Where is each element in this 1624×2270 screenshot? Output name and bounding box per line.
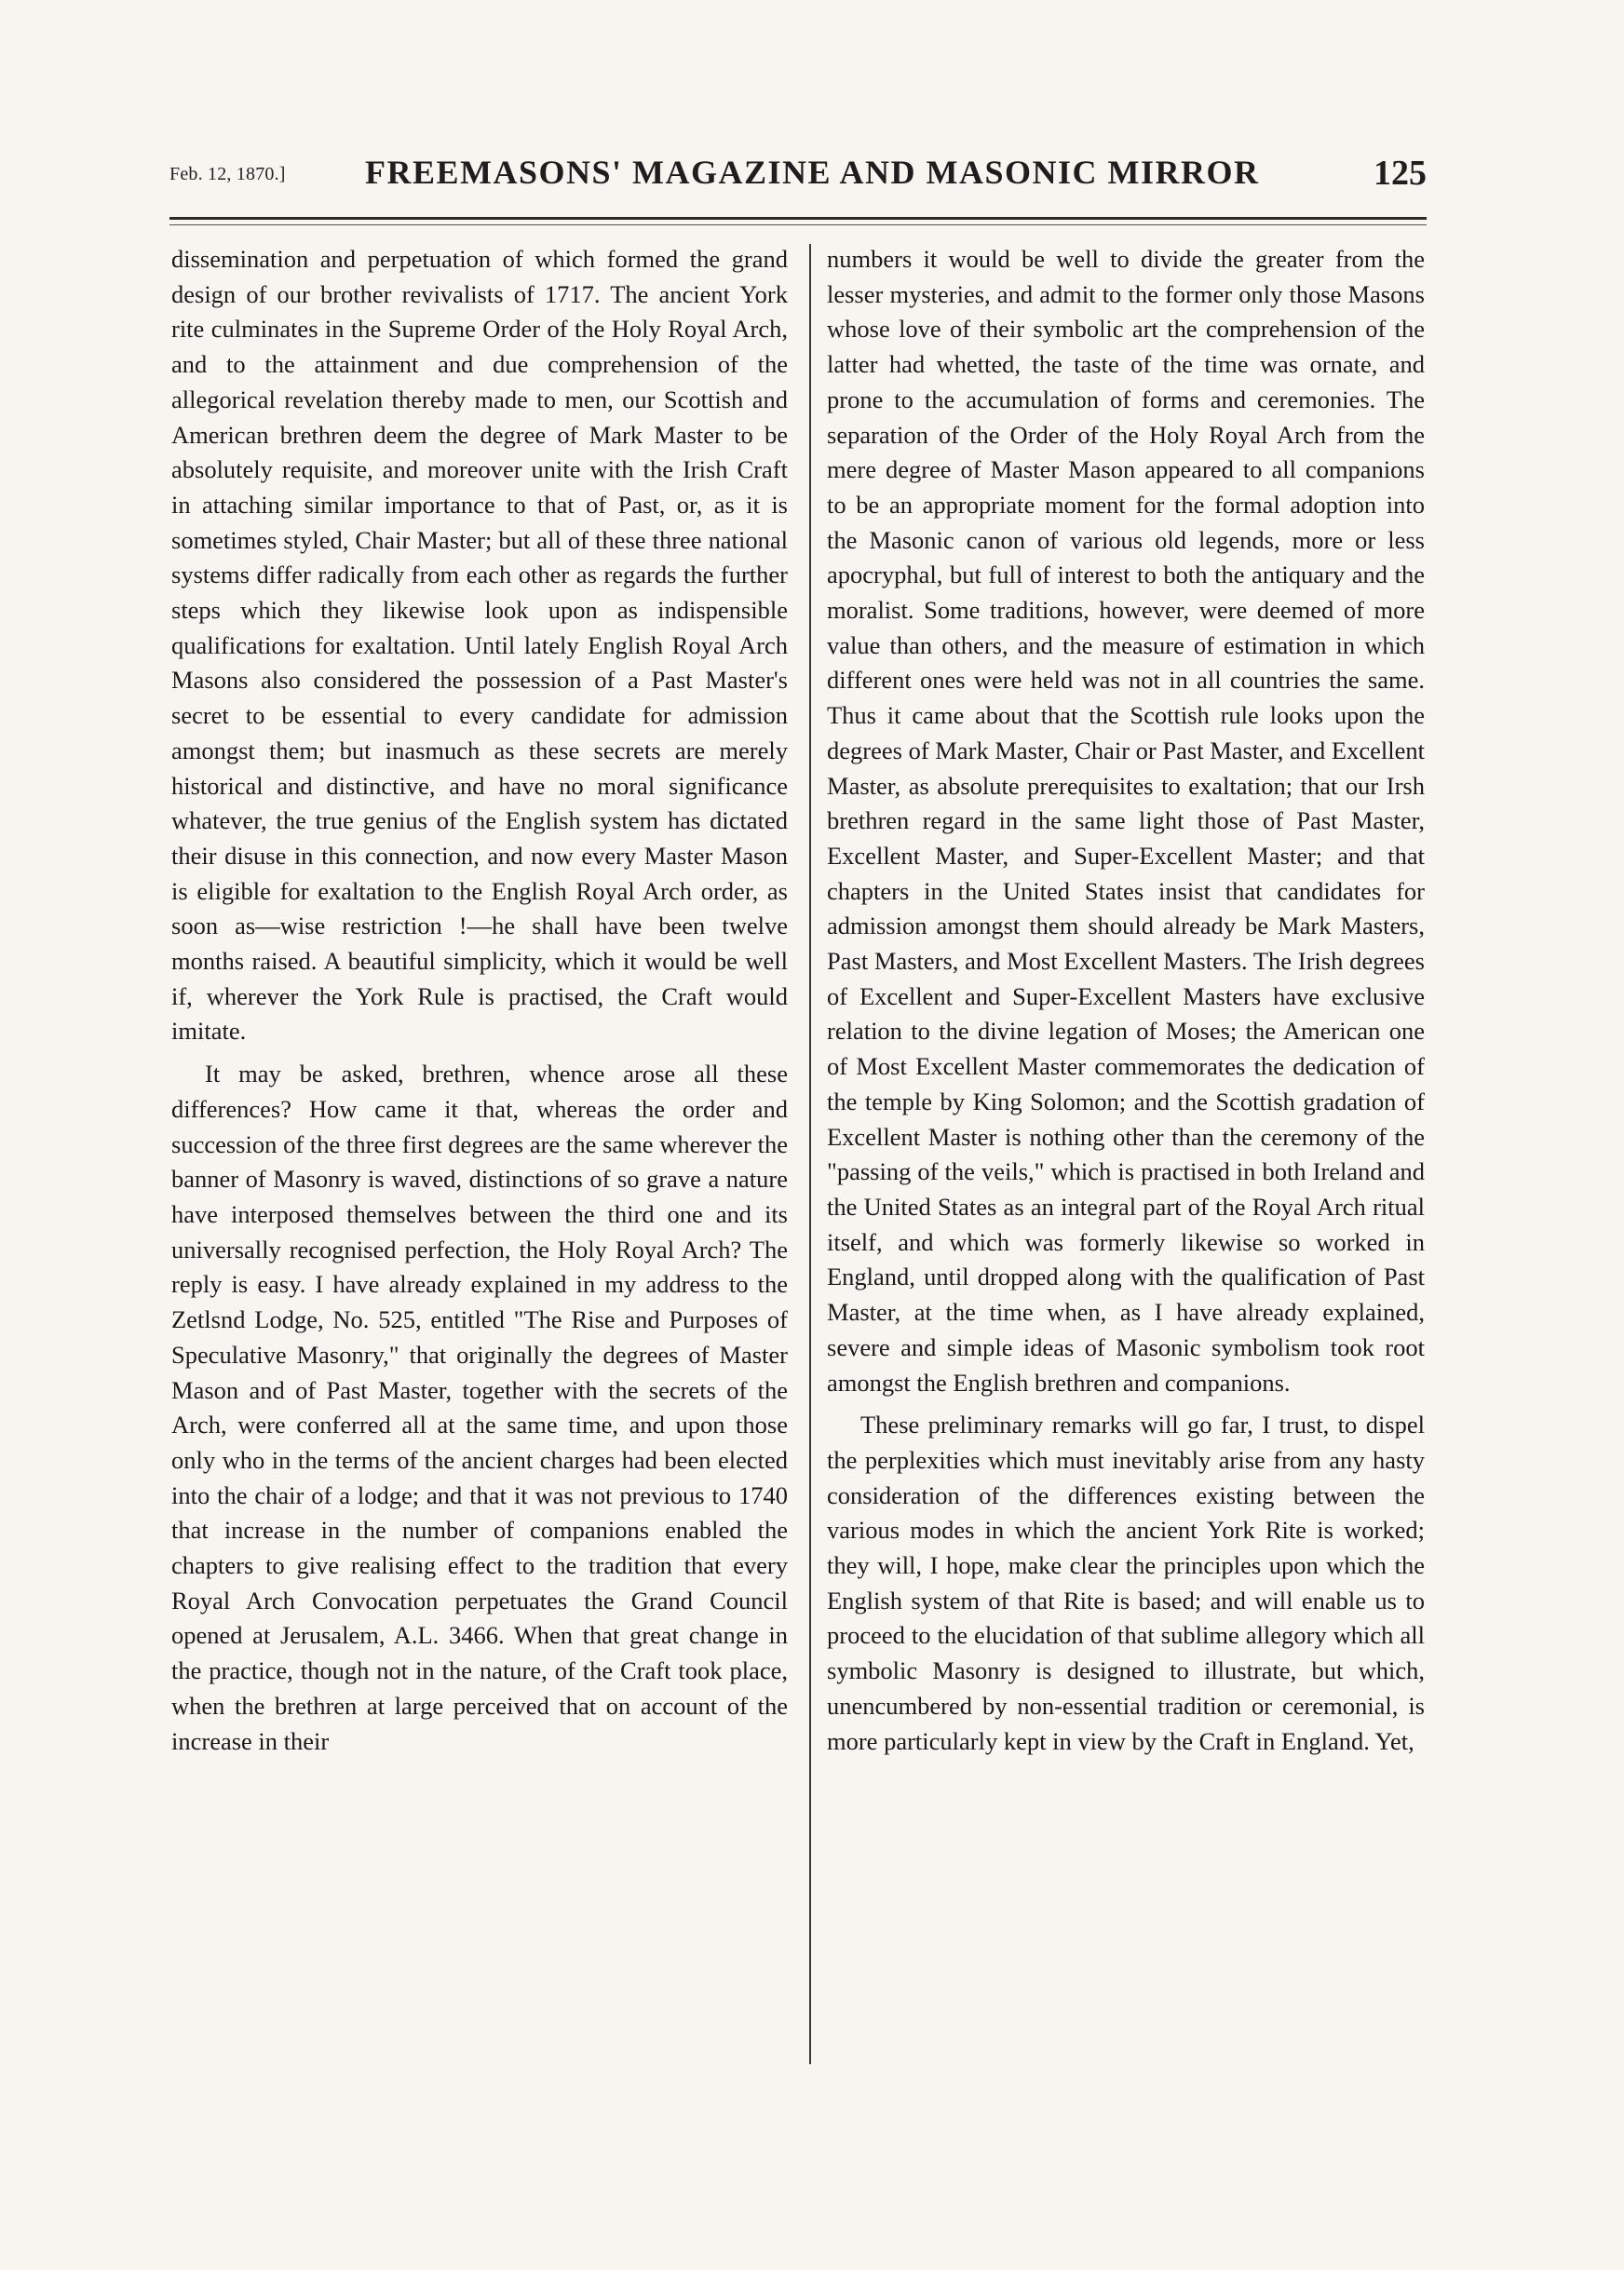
- header-rule-thick: [169, 217, 1427, 220]
- publication-title: FREEMASONS' MAGAZINE AND MASONIC MIRROR: [365, 154, 1260, 191]
- running-header: [169, 153, 1427, 205]
- issue-date: Feb. 12, 1870.]: [169, 164, 286, 184]
- left-paragraph-2: It may be asked, brethren, whence arose all these differences? How came it that, whereas the order and succession of the three first degrees are the same wherever the banner of Masonry is waved, distinctions of so grave a nature have interposed themselves between the third one and its universally recognised perfection, the Holy Royal Arch? The reply is easy. I have already explained in my address to the Zetlsnd Lodge, No. 525, entitled "The Rise and Purposes of Speculative Masonry," that originally the degrees of Master Mason and of Past Master, together with the secrets of the Arch, were conferred all at the same time, and upon those only who in the terms of the ancient charges had been elected into the chair of a lodge; and that it was not previous to 1740 that increase in the number of companions enabled the chapters to give realising effect to the tradition that every Royal Arch Convocation perpetuates the Grand Council opened at Jerusalem, A.L. 3466. When that great change in the practice, though not in the nature, of the Craft took place, when the brethren at large perceived that on account of the increase in their: [171, 1060, 788, 1755]
- column-divider: [809, 244, 811, 2064]
- header-rule-thin: [169, 224, 1427, 225]
- right-paragraph-1: numbers it would be well to divide the greater from the lesser mysteries, and admit to the former only those Masons whose love of their symbolic art the comprehension of the latter had whetted, the taste of the time was ornate, and prone to the accumulation of forms and ceremonies. The separation of the Order of the Holy Royal Arch from the mere degree of Master Mason appeared to all companions to be an appropriate moment for the formal adoption into the Masonic canon of various old legends, more or less apocryphal, but full of interest to both the antiquary and the moralist. Some traditions, however, were deemed of more value than others, and the measure of estimation in which different ones were held was not in all countries the same. Thus it came about that the Scottish rule looks upon the degrees of Mark Master, Chair or Past Master, and Excellent Master, as absolute prerequisites to exaltation; that our Irsh brethren regard in the same light those of Past Master, Excellent Master, and Super-Excellent Master; and that chapters in the United States insist that candidates for admission amongst them should already be Mark Masters, Past Masters, and Most Excellent Masters. The Irish degrees of Excellent and Super-Excellent Masters have exclusive relation to the divine legation of Moses; the American one of Most Excellent Master commemorates the dedication of the temple by King Solomon; and the Scottish gradation of Excellent Master is nothing other than the ceremony of the "passing of the veils," which is practised in both Ireland and the United States as an integral part of the Royal Arch ritual itself, and which was formerly likewise so worked in England, until dropped along with the qualification of Past Master, at the time when, as I have already explained, severe and simple ideas of Masonic symbolism took root amongst the English brethren and companions.: [827, 245, 1425, 1397]
- right-paragraph-2: These preliminary remarks will go far, I trust, to dispel the perplexities which must inevitably arise from any hasty consideration of the differences existing between the various modes in which the ancient York Rite is worked; they will, I hope, make clear the principles upon which the English system of that Rite is based; and will enable us to proceed to the elucidation of that sublime allegory which all symbolic Masonry is designed to illustrate, but which, unencumbered by non-essential tradition or ceremonial, is more particularly kept in view by the Craft in England. Yet,: [827, 1411, 1425, 1755]
- right-column: [827, 242, 1425, 1759]
- left-column: [171, 242, 788, 1759]
- page-number: 125: [1374, 154, 1427, 193]
- left-paragraph-1: dissemination and perpetuation of which formed the grand design of our brother revivalists of 1717. The ancient York rite culminates in the Supreme Order of the Holy Royal Arch, and to the attainment and due comprehension of the allegorical revelation thereby made to men, our Scottish and American brethren deem the degree of Mark Master to be absolutely requisite, and moreover unite with the Irish Craft in attaching similar importance to that of Past, or, as it is sometimes styled, Chair Master; but all of these three national systems differ radically from each other as regards the further steps which they likewise look upon as indispensible qualifications for exaltation. Until lately English Royal Arch Masons also considered the possession of a Past Master's secret to be essential to every candidate for admission amongst them; but inasmuch as these secrets are merely historical and distinctive, and have no moral significance whatever, the true genius of the English system has dictated their disuse in this connection, and now every Master Mason is eligible for exaltation to the English Royal Arch order, as soon as—wise restriction !—he shall have been twelve months raised. A beautiful simplicity, which it would be well if, wherever the York Rule is practised, the Craft would imitate.: [171, 245, 788, 1046]
